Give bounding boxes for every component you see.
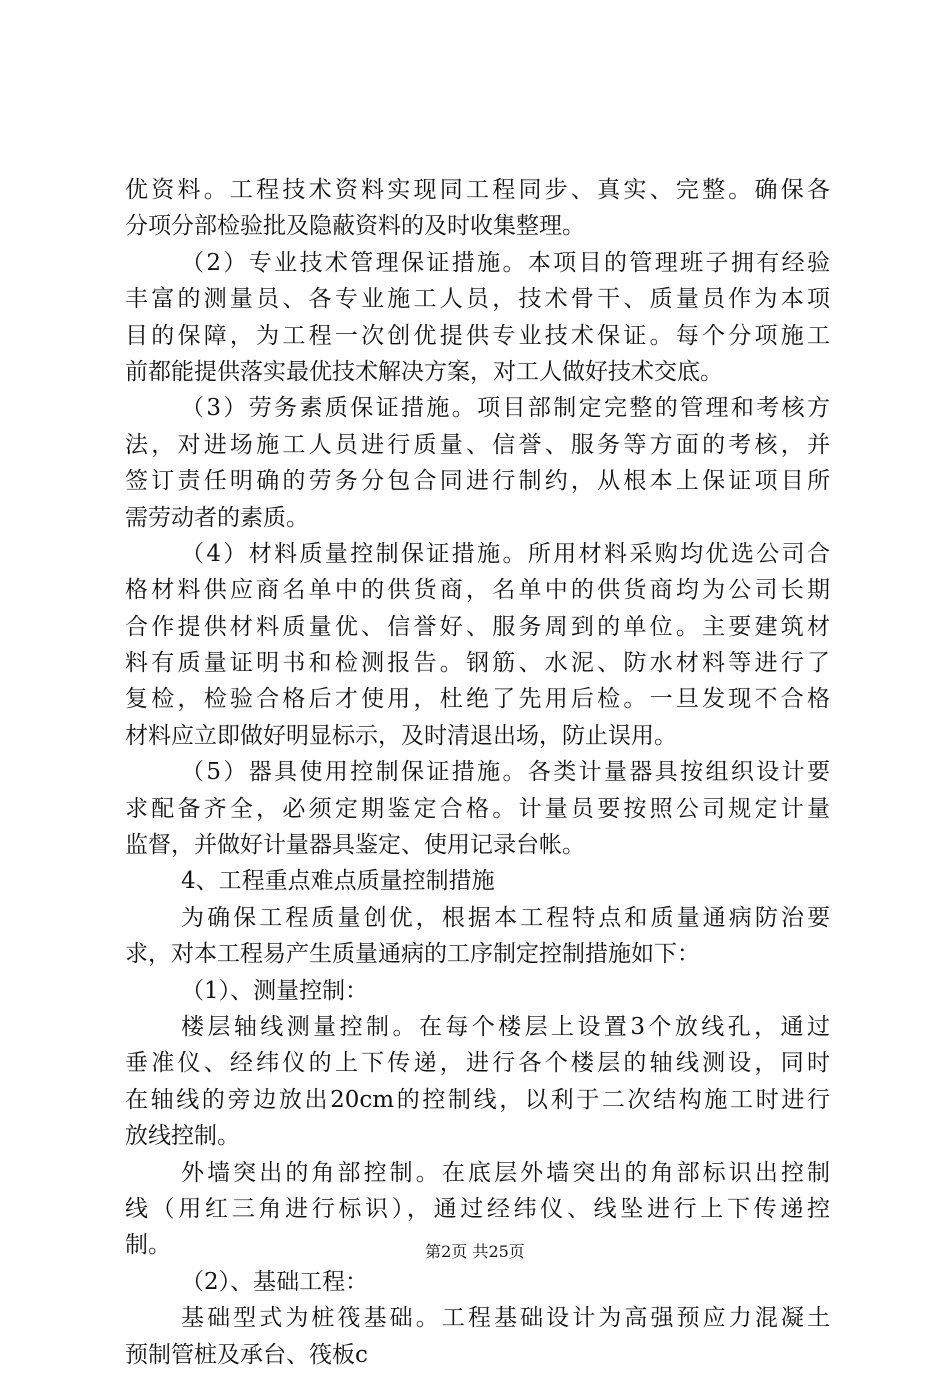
- text-line: 求，对本工程易产生质量通病的工序制定控制措施如下：: [125, 941, 700, 968]
- text-line: （2）专业技术管理保证措施。本项目的管理班子拥有经验: [181, 249, 830, 276]
- text-line: 线（用红三角进行标识），通过经纬仪、线坠进行上下传递控: [125, 1195, 830, 1222]
- text-line: 格材料供应商名单中的供货商，名单中的供货商均为公司长期: [125, 577, 830, 604]
- text-line: （3）劳务素质保证措施。项目部制定完整的管理和考核方: [181, 395, 830, 422]
- text-line: 目的保障，为工程一次创优提供专业技术保证。每个分项施工: [125, 322, 830, 349]
- text-line: （2）、基础工程：: [181, 1268, 369, 1295]
- text-line: 4、工程重点难点质量控制措施: [181, 868, 495, 895]
- text-line: 复检，检验合格后才使用，杜绝了先用后检。一旦发现不合格: [125, 686, 830, 713]
- text-line: 基础型式为桩筏基础。工程基础设计为高强预应力混凝土: [181, 1305, 830, 1332]
- text-line: 放线控制。: [125, 1123, 240, 1150]
- text-line: 合作提供材料质量优、信誉好、服务周到的单位。主要建筑材: [125, 613, 830, 640]
- document-body: [125, 172, 830, 1373]
- page-footer: 第2页 共25页: [425, 1242, 525, 1261]
- text-line: （5）器具使用控制保证措施。各类计量器具按组织设计要: [181, 759, 830, 786]
- text-line: 预制管桩及承台、筏板c: [125, 1341, 368, 1368]
- text-line: 监督，并做好计量器具鉴定、使用记录台帐。: [125, 832, 585, 859]
- text-line: 法，对进场施工人员进行质量、信誉、服务等方面的考核，并: [125, 431, 830, 458]
- text-line: 楼层轴线测量控制。在每个楼层上设置3个放线孔，通过: [181, 1013, 830, 1040]
- text-line: （4）材料质量控制保证措施。所用材料采购均优选公司合: [181, 540, 830, 567]
- text-line: 为确保工程质量创优，根据本工程特点和质量通病防治要: [181, 904, 830, 931]
- text-line: 料有质量证明书和检测报告。钢筋、水泥、防水材料等进行了: [125, 650, 830, 677]
- text-line: （1）、测量控制：: [181, 977, 369, 1004]
- text-line: 优资料。工程技术资料实现同工程同步、真实、完整。确保各: [125, 177, 830, 203]
- text-line: 在轴线的旁边放出20cm的控制线，以利于二次结构施工时进行: [125, 1086, 830, 1113]
- text-line: 分项分部检验批及隐蔽资料的及时收集整理。: [125, 213, 585, 240]
- text-line: 材料应立即做好明显标示，及时清退出场，防止误用。: [125, 722, 677, 749]
- text-line: 外墙突出的角部控制。在底层外墙突出的角部标识出控制: [181, 1159, 830, 1186]
- text-line: 制。: [125, 1232, 171, 1259]
- text-line: 求配备齐全，必须定期鉴定合格。计量员要按照公司规定计量: [125, 795, 830, 822]
- text-line: 前都能提供落实最优技术解决方案，对工人做好技术交底。: [125, 358, 723, 385]
- text-line: 丰富的测量员、各专业施工人员，技术骨干、质量员作为本项: [125, 286, 830, 313]
- text-line: 签订责任明确的劳务分包合同进行制约，从根本上保证项目所: [125, 468, 830, 495]
- text-line: 垂准仪、经纬仪的上下传递，进行各个楼层的轴线测设，同时: [125, 1050, 830, 1077]
- text-line: 需劳动者的素质。: [125, 504, 309, 531]
